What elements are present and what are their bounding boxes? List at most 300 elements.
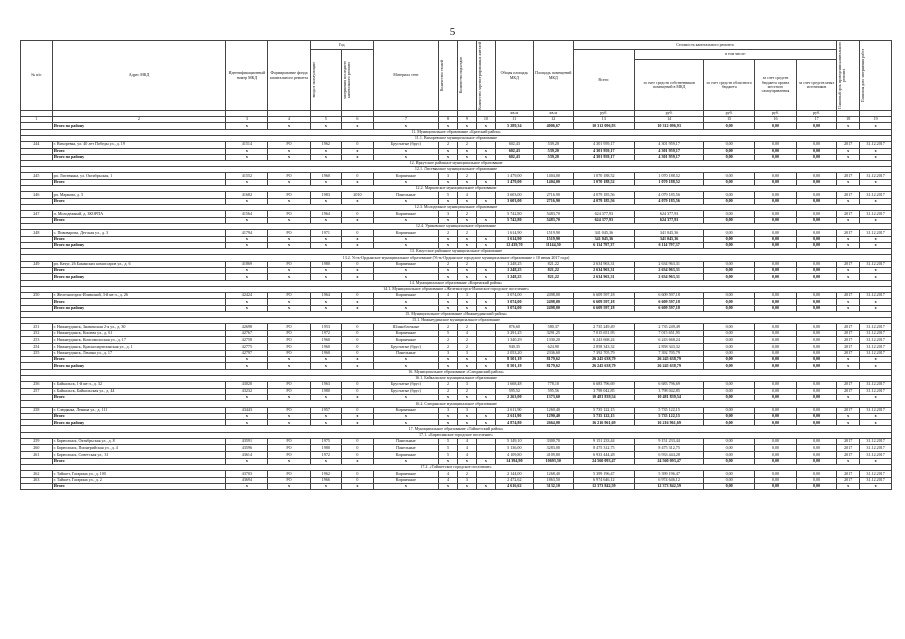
table-cell: 0,00 xyxy=(797,350,837,357)
table-cell: 3 798 042,85 xyxy=(634,388,704,395)
table-cell: 0,00 xyxy=(704,173,755,180)
table-cell: x xyxy=(476,484,495,490)
column-number: 13 xyxy=(573,117,634,123)
table-cell: x xyxy=(439,217,458,223)
table-cell: 0,00 xyxy=(797,198,837,204)
table-cell: 5 399 196,47 xyxy=(634,471,704,478)
table-cell: 6 683 796,69 xyxy=(634,381,704,388)
table-cell: 2017 xyxy=(837,192,860,199)
table-cell: 26 245 638,79 xyxy=(634,357,704,363)
column-number: 4 xyxy=(268,117,310,123)
table-cell: 14 394,90 xyxy=(495,458,533,464)
table-cell: x xyxy=(226,123,268,129)
table-cell: x xyxy=(860,363,892,369)
table-cell: 0,00 xyxy=(754,388,796,395)
table-cell: г. Нижнеудинск, Знаменская 2-я ул., д. 30 xyxy=(52,324,226,331)
table-cell: 3 074,00 xyxy=(495,299,533,305)
section-heading: 15.1. Нижнеудинское муниципальное образование xyxy=(21,318,892,324)
table-cell: 31.12.2017 xyxy=(860,452,892,459)
table-cell: 0,00 xyxy=(754,337,796,344)
table-cell: x xyxy=(837,242,860,248)
table-cell: 1 614,90 xyxy=(495,236,533,242)
table-cell: 4006,67 xyxy=(533,123,573,129)
table-cell: 341 045,36 xyxy=(573,230,634,237)
table-cell: г. Бирюсинск, Советская ул., 31 xyxy=(52,452,226,459)
table-cell: x xyxy=(476,357,495,363)
table-cell: 43443 xyxy=(226,407,268,414)
table-cell xyxy=(476,445,495,452)
table-cell: x xyxy=(439,236,458,242)
column-number: 16 xyxy=(754,117,796,123)
table-cell: x xyxy=(860,179,892,185)
column-number: 9 xyxy=(457,117,476,123)
table-cell: 2 634 963,31 xyxy=(573,268,634,274)
table-cell: x xyxy=(342,299,374,305)
table-cell: 260 xyxy=(21,445,53,452)
table-cell: x xyxy=(268,242,310,248)
table-cell: x xyxy=(457,357,476,363)
table-cell: 2 611,90 xyxy=(495,407,533,414)
table-row xyxy=(21,324,892,331)
table-cell: 0,00 xyxy=(754,261,796,268)
table-cell: x xyxy=(439,414,458,420)
table-cell: 0,00 xyxy=(704,198,755,204)
table-cell: x xyxy=(439,179,458,185)
table-cell: x xyxy=(342,484,374,490)
table-cell: 41794 xyxy=(226,230,268,237)
table-cell: 262 xyxy=(21,471,53,478)
table-cell: РО xyxy=(268,230,310,237)
table-cell: 1 614,90 xyxy=(495,230,533,237)
page-number: 5 xyxy=(449,26,456,38)
table-cell: x xyxy=(860,242,892,248)
section-heading: 14.1. Муниципальное образование «Железногорск-Илимское городское поселение» xyxy=(21,286,892,292)
table-cell: 5 xyxy=(439,438,458,445)
table-cell: 2017 xyxy=(837,350,860,357)
table-cell: 11144,50 xyxy=(533,242,573,248)
section-heading: 11. Муниципальное образование «Братский район» xyxy=(21,129,892,135)
table-cell: 1971 xyxy=(310,230,342,237)
table-cell: 0,00 xyxy=(704,484,755,490)
col-regional-header: за счет средств областного бюджета xyxy=(704,60,755,111)
table-cell: 0,00 xyxy=(704,363,755,369)
table-cell: 4 xyxy=(439,477,458,484)
table-cell: 1963 xyxy=(310,381,342,388)
table-cell: x xyxy=(476,414,495,420)
table-cell: РО xyxy=(268,192,310,199)
table-cell: Панельные xyxy=(373,438,438,445)
table-cell: x xyxy=(439,268,458,274)
table-cell: x xyxy=(226,179,268,185)
col-id-header: Идентификационный номер МКД xyxy=(226,41,268,111)
table-cell: рп. Листвянка, ул. Октябрьская, 1 xyxy=(52,173,226,180)
table-cell: 0,00 xyxy=(704,471,755,478)
table-cell: 0,00 xyxy=(754,236,796,242)
table-cell: 0,00 xyxy=(754,324,796,331)
table-cell: 2017 xyxy=(837,292,860,299)
table-cell: 2336,60 xyxy=(533,350,573,357)
table-cell: 42758 xyxy=(226,337,268,344)
table-cell: 2 263,00 xyxy=(495,395,533,401)
table-cell: 0,00 xyxy=(797,230,837,237)
table-cell: x xyxy=(342,420,374,426)
table-cell: 31.12.2017 xyxy=(860,192,892,199)
section-heading: 12. Иркутское районное муниципальное образование xyxy=(21,160,892,166)
table-cell: x xyxy=(310,357,342,363)
table-cell: 2017 xyxy=(837,471,860,478)
table-cell: 0,00 xyxy=(704,141,755,148)
table-cell: x xyxy=(860,357,892,363)
table-row xyxy=(21,173,892,180)
table-cell: 6 243 668,24 xyxy=(634,337,704,344)
section-heading: 17. Муниципальное образование «Тайшетский район» xyxy=(21,426,892,432)
table-cell: 341 045,36 xyxy=(634,230,704,237)
table-cell: 2 053,20 xyxy=(495,350,533,357)
col-num-header: № п/п xyxy=(21,41,53,111)
table-cell: x xyxy=(860,123,892,129)
table-cell: 0,00 xyxy=(754,192,796,199)
table-cell: x xyxy=(342,268,374,274)
table-cell: x xyxy=(860,236,892,242)
table-cell: 4 301 959,17 xyxy=(573,148,634,154)
table-cell: 0 xyxy=(342,230,374,237)
table-cell: x xyxy=(457,217,476,223)
table-cell: 0,00 xyxy=(704,179,755,185)
table-cell: x xyxy=(310,395,342,401)
table-cell xyxy=(476,344,495,351)
col-cost-header: Стоимость капитального ремонта xyxy=(573,41,836,50)
col-fund-header: Формирование фонда капитального ремонта xyxy=(268,41,310,111)
table-cell: x xyxy=(860,217,892,223)
table-cell: x xyxy=(457,274,476,280)
table-cell: 4 301 959,17 xyxy=(573,154,634,160)
table-cell: x xyxy=(373,242,438,248)
table-cell: 2017 xyxy=(837,173,860,180)
table-cell: 2664,00 xyxy=(533,420,573,426)
table-cell: 0,00 xyxy=(704,154,755,160)
table-cell: 0,00 xyxy=(704,344,755,351)
table-cell: 2 xyxy=(457,471,476,478)
table-cell: г. Бирюсинск, Пионерийская ул., д. 4 xyxy=(52,445,226,452)
table-cell: 0 xyxy=(342,292,374,299)
table-cell: 2 735 249,49 xyxy=(634,324,704,331)
table-cell: 16 216 961,69 xyxy=(634,420,704,426)
table-cell: 0,00 xyxy=(797,344,837,351)
table-cell: 0,00 xyxy=(754,407,796,414)
table-cell: 249 xyxy=(21,261,53,268)
table-cell: 41682 xyxy=(226,192,268,199)
table-cell: Брусчатые (брус) xyxy=(373,141,438,148)
table-cell: 31.12.2017 xyxy=(860,261,892,268)
table-cell: x xyxy=(476,242,495,248)
table-cell: 0,00 xyxy=(754,268,796,274)
table-row xyxy=(21,388,892,395)
table-cell: 2 611,90 xyxy=(495,414,533,420)
table-cell: 43703 xyxy=(226,471,268,478)
section-heading: 17.2. «Тайшетское городское поселение» xyxy=(21,464,892,470)
table-cell: 6 609 597,18 xyxy=(573,292,634,299)
table-cell: 1960 xyxy=(310,173,342,180)
table-cell: 1268,40 xyxy=(533,471,573,478)
table-cell: x xyxy=(342,305,374,311)
table-cell: 0,00 xyxy=(754,141,796,148)
table-cell: x xyxy=(342,148,374,154)
table-cell: 0,00 xyxy=(797,388,837,395)
table-cell: x xyxy=(373,217,438,223)
table-cell: x xyxy=(837,217,860,223)
table-cell xyxy=(476,477,495,484)
table-cell: x xyxy=(476,179,495,185)
table-cell: x xyxy=(373,154,438,160)
table-cell: x xyxy=(439,357,458,363)
table-cell: 16 216 961,69 xyxy=(573,420,634,426)
table-cell: x xyxy=(837,458,860,464)
table-cell: 41869 xyxy=(226,261,268,268)
table-cell: x xyxy=(439,123,458,129)
table-cell: 0,00 xyxy=(797,305,837,311)
table-cell: 0,00 xyxy=(754,445,796,452)
table-cell: x xyxy=(373,274,438,280)
section-heading: 17.1. «Бирюсинское городское поселение» xyxy=(21,432,892,438)
table-cell: x xyxy=(837,274,860,280)
table-cell: г. Нижнеудинск, Краснопартизанская ул., д. 1 xyxy=(52,344,226,351)
table-cell: 5 742,80 xyxy=(495,211,533,218)
table-row xyxy=(21,192,892,199)
table-cell: рп. Маркова, д. 5 xyxy=(52,192,226,199)
table-cell: 2017 xyxy=(837,211,860,218)
table-cell: 31.12.2017 xyxy=(860,407,892,414)
table-cell: Кирпичные xyxy=(373,173,438,180)
table-cell: 2716,90 xyxy=(533,198,573,204)
table-cell: Кирпичные xyxy=(373,471,438,478)
table-cell: x xyxy=(439,458,458,464)
table-cell: 0,00 xyxy=(754,438,796,445)
table-cell: 0,00 xyxy=(754,242,796,248)
table-cell: 6 933 444,28 xyxy=(573,452,634,459)
table-cell: 3 xyxy=(439,350,458,357)
table-row xyxy=(21,292,892,299)
table-cell: 0,00 xyxy=(754,357,796,363)
table-cell: РО xyxy=(268,381,310,388)
table-cell: 3300,70 xyxy=(533,438,573,445)
table-cell: 0,00 xyxy=(797,211,837,218)
table-cell: 6 609 597,18 xyxy=(634,292,704,299)
table-cell: 1260,40 xyxy=(533,407,573,414)
table-cell: 4 xyxy=(439,471,458,478)
table-cell: x xyxy=(837,123,860,129)
table-cell: 1957 xyxy=(310,407,342,414)
table-cell: 1962 xyxy=(310,471,342,478)
table-cell: 5 xyxy=(439,445,458,452)
table-cell: 0,00 xyxy=(797,292,837,299)
table-cell: x xyxy=(226,484,268,490)
table-cell: 41564 xyxy=(226,211,268,218)
table-cell: x xyxy=(268,299,310,305)
table-cell: x xyxy=(860,305,892,311)
table-cell: x xyxy=(476,268,495,274)
table-cell: 0,00 xyxy=(754,198,796,204)
table-cell: 1960 xyxy=(310,350,342,357)
table-cell: 31.12.2017 xyxy=(860,173,892,180)
table-cell: 0,00 xyxy=(797,484,837,490)
table-cell: 0 xyxy=(342,261,374,268)
table-cell: 5 735 122,15 xyxy=(634,407,704,414)
table-cell: 3291,25 xyxy=(533,330,573,337)
table-cell: 0 xyxy=(342,407,374,414)
table-cell: 1 070 188,52 xyxy=(573,173,634,180)
table-cell: 602,43 xyxy=(495,148,533,154)
table-cell: 0,00 xyxy=(797,179,837,185)
table-cell: РО xyxy=(268,477,310,484)
table-cell: 31.12.2017 xyxy=(860,324,892,331)
table-cell: Итого xyxy=(52,268,226,274)
table-cell: 5 xyxy=(439,452,458,459)
table-cell: 580,37 xyxy=(533,324,573,331)
table-cell: 31.12.2017 xyxy=(860,292,892,299)
table-cell: РО xyxy=(268,292,310,299)
table-cell: 0,00 xyxy=(704,381,755,388)
column-number: 10 xyxy=(476,117,495,123)
table-cell: РО xyxy=(268,445,310,452)
table-cell: г. Нижнеудинск, Кошева ул., д. 61 xyxy=(52,330,226,337)
table-cell: x xyxy=(476,395,495,401)
table-cell: 31.12.2017 xyxy=(860,337,892,344)
table-cell: 42797 xyxy=(226,350,268,357)
table-cell: x xyxy=(342,414,374,420)
table-cell: г. Бирюсинск, Октябрьская ул., д. 8 xyxy=(52,438,226,445)
table-cell: x xyxy=(860,484,892,490)
table-cell: x xyxy=(342,242,374,248)
section-heading: 13. Качугское районное муниципальное образование xyxy=(21,249,892,255)
table-cell: 5 149,10 xyxy=(495,438,533,445)
table-cell: 0,00 xyxy=(704,148,755,154)
table-cell: 0,00 xyxy=(704,420,755,426)
table-cell: x xyxy=(837,395,860,401)
table-cell: x xyxy=(457,305,476,311)
table-cell: 5 399 196,47 xyxy=(573,471,634,478)
table-cell: x xyxy=(310,299,342,305)
table-cell: 31.12.2017 xyxy=(860,471,892,478)
table-cell: 1972 xyxy=(310,330,342,337)
table-cell: 3 xyxy=(457,477,476,484)
table-cell: 0,00 xyxy=(797,414,837,420)
table-cell: 2017 xyxy=(837,261,860,268)
table-cell xyxy=(476,173,495,180)
table-cell: 0,00 xyxy=(797,381,837,388)
table-cell: 3 603,00 xyxy=(495,192,533,199)
table-cell: 539,20 xyxy=(533,148,573,154)
table-cell: 0,00 xyxy=(797,192,837,199)
table-cell: 4 xyxy=(439,292,458,299)
table-cell: x xyxy=(268,179,310,185)
table-cell: 7 392 705,79 xyxy=(634,350,704,357)
table-cell: 0,00 xyxy=(797,236,837,242)
table-cell: x xyxy=(476,274,495,280)
table-cell: x xyxy=(310,217,342,223)
table-cell: 2017 xyxy=(837,337,860,344)
table-cell: 7 392 705,79 xyxy=(573,350,634,357)
table-cell: 26 245 638,79 xyxy=(573,357,634,363)
table-cell: x xyxy=(476,305,495,311)
table-cell: x xyxy=(373,357,438,363)
table-cell: x xyxy=(226,274,268,280)
table-cell: 4 079 185,56 xyxy=(634,192,704,199)
col-year-commission-header: ввода в эксплуатацию xyxy=(310,50,342,111)
table-cell: Итого по району xyxy=(52,242,226,248)
table-cell: 5 289,34 xyxy=(495,123,533,129)
table-cell: 0,00 xyxy=(754,395,796,401)
table-cell: 41514 xyxy=(226,141,268,148)
table-cell: 0,00 xyxy=(797,268,837,274)
table-cell: РО xyxy=(268,211,310,218)
table-cell: 43020 xyxy=(226,381,268,388)
table-cell: 246 xyxy=(21,192,53,199)
table-row xyxy=(21,452,892,459)
table-cell: 6 609 597,18 xyxy=(634,299,704,305)
table-cell: 10693,50 xyxy=(533,458,573,464)
table-cell: г. Байкальск, 1-й кв-л., д. 32 xyxy=(52,381,226,388)
table-cell: x xyxy=(439,395,458,401)
table-cell: x xyxy=(226,236,268,242)
table-cell: 3283,00 xyxy=(533,445,573,452)
table-cell: 1964 xyxy=(310,292,342,299)
table-cell: 8179,62 xyxy=(533,363,573,369)
table-cell: x xyxy=(342,363,374,369)
table-cell: 0,00 xyxy=(704,305,755,311)
table-cell: 0,00 xyxy=(704,357,755,363)
table-cell: Панельные xyxy=(373,445,438,452)
table-cell: x xyxy=(837,179,860,185)
table-cell: x xyxy=(268,414,310,420)
table-cell: 2 xyxy=(457,173,476,180)
table-cell: 8 501,19 xyxy=(495,363,533,369)
table-cell: 1 668,48 xyxy=(495,381,533,388)
table-cell: 3 xyxy=(439,211,458,218)
table-cell: г. Тайшет, Гагарина ул., д. 100 xyxy=(52,471,226,478)
table-cell: Итого по району xyxy=(52,305,226,311)
table-cell: г. Нижнеудинск, Ленина ул., д. 17 xyxy=(52,350,226,357)
col-premises-area-header: Площадь помещений МКД xyxy=(533,41,573,111)
table-cell: 2 xyxy=(439,337,458,344)
table-cell: 6 609 597,18 xyxy=(573,299,634,305)
table-cell: 250 xyxy=(21,292,53,299)
table-cell: 4 301 959,17 xyxy=(634,141,704,148)
table-cell: 1 479,00 xyxy=(495,179,533,185)
table-cell: Итого xyxy=(52,198,226,204)
table-cell: 0,00 xyxy=(704,324,755,331)
table-cell: Итого по району xyxy=(52,274,226,280)
table-cell: x xyxy=(310,123,342,129)
table-cell: x xyxy=(476,123,495,129)
table-cell: x xyxy=(476,420,495,426)
table-cell: 31.12.2017 xyxy=(860,388,892,395)
table-cell: x xyxy=(457,198,476,204)
table-row xyxy=(21,141,892,148)
table-cell xyxy=(476,211,495,218)
table-cell: 0,00 xyxy=(704,330,755,337)
table-cell: x xyxy=(860,414,892,420)
column-number: 5 xyxy=(310,117,342,123)
table-cell: x xyxy=(226,148,268,154)
table-cell: 2 xyxy=(457,337,476,344)
table-cell: x xyxy=(476,363,495,369)
table-cell: 26 245 638,79 xyxy=(573,363,634,369)
table-cell: 595,56 xyxy=(533,388,573,395)
col-plan-start-header: Плановый срок проведения капитального ремонта xyxy=(837,41,860,111)
table-cell: 31.12.2017 xyxy=(860,381,892,388)
table-cell: 4 xyxy=(457,330,476,337)
table-cell: 0,00 xyxy=(704,217,755,223)
